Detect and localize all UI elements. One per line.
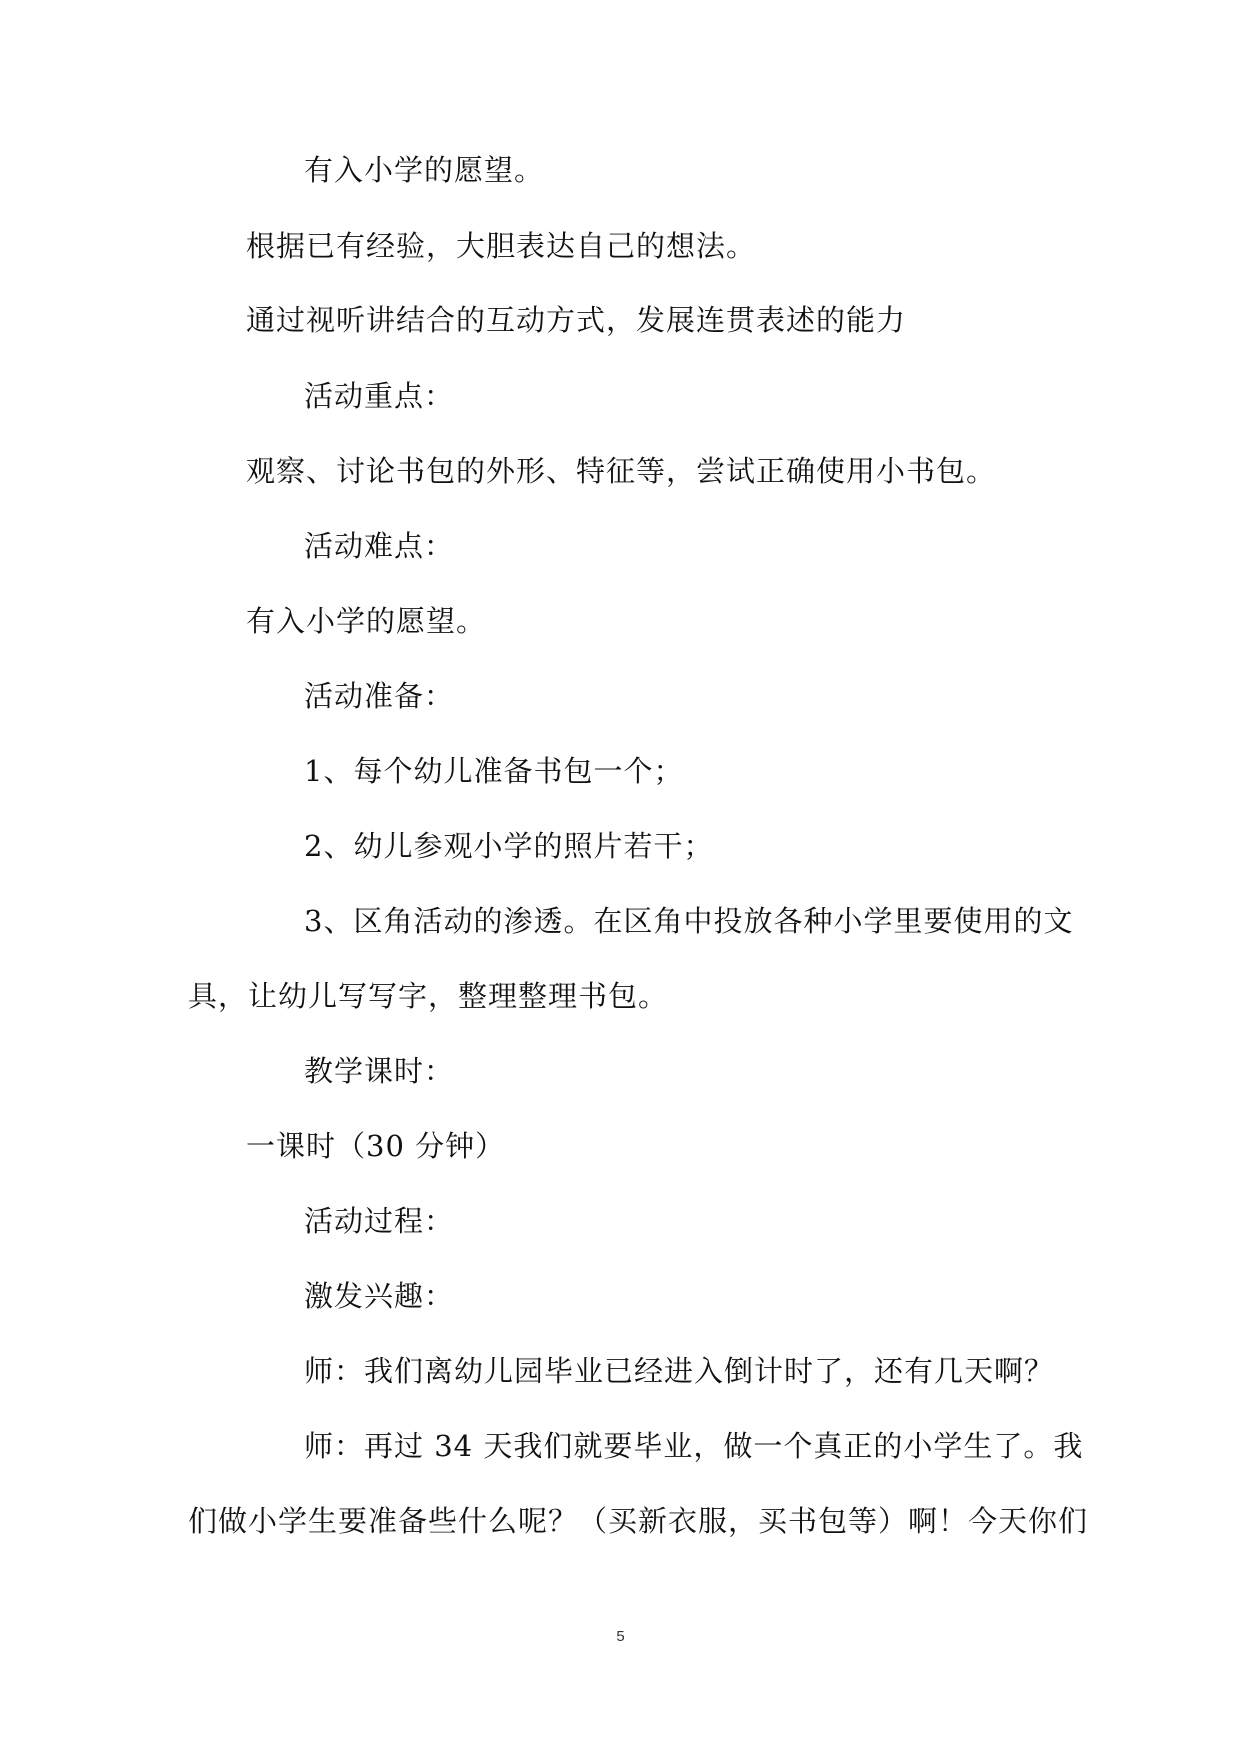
paragraph-line: 观察、讨论书包的外形、特征等，尝试正确使用小书包。 — [246, 454, 997, 488]
dialogue-line: 师：我们离幼儿园毕业已经进入倒计时了，还有几天啊？ — [304, 1354, 1055, 1388]
section-heading: 活动过程： — [304, 1204, 455, 1238]
list-item: 3、区角活动的渗透。在区角中投放各种小学里要使用的文 — [304, 904, 1074, 938]
paragraph-line: 根据已有经验，大胆表达自己的想法。 — [246, 229, 757, 263]
section-heading: 活动重点： — [304, 379, 455, 413]
paragraph-line: 通过视听讲结合的互动方式，发展连贯表述的能力 — [246, 303, 907, 337]
dialogue-continuation: 们做小学生要准备些什么呢？（买新衣服，买书包等）啊！今天你们 — [188, 1504, 1089, 1538]
list-item: 1、每个幼儿准备书包一个； — [304, 754, 684, 788]
paragraph-line: 有入小学的愿望。 — [246, 604, 487, 638]
section-heading: 活动难点： — [304, 529, 455, 563]
section-heading: 教学课时： — [304, 1054, 455, 1088]
dialogue-line: 师：再过 34 天我们就要毕业，做一个真正的小学生了。我 — [304, 1429, 1084, 1463]
section-heading: 活动准备： — [304, 679, 455, 713]
list-item: 2、幼儿参观小学的照片若干； — [304, 829, 714, 863]
list-item-continuation: 具，让幼儿写写字，整理整理书包。 — [188, 979, 669, 1013]
paragraph-line: 一课时（30 分钟） — [246, 1129, 506, 1163]
section-heading: 激发兴趣： — [304, 1279, 455, 1313]
page-number: 5 — [616, 1628, 625, 1645]
paragraph-line: 有入小学的愿望。 — [304, 153, 545, 187]
